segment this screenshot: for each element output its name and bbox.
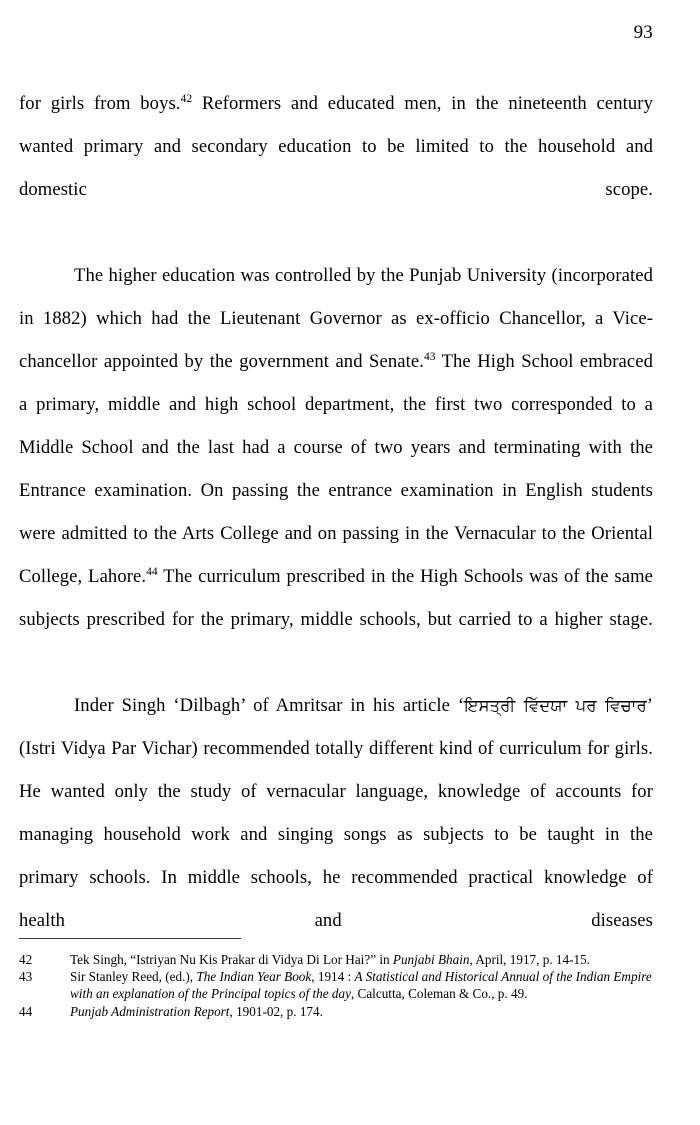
paragraph: [19, 684, 653, 985]
footnote-title-italic: Punjabi Bhain: [392, 952, 470, 967]
gurmukhi-title-text: ਇਸਤ੍ਰੀ ਵਿੱਦਯਾ ਪਰ ਵਿਚਾਰ: [464, 696, 647, 715]
footnote-number[interactable]: 43: [19, 969, 33, 985]
footnote-text-run: , 1901-02, p. 174.: [229, 1003, 323, 1019]
footnote-list: [19, 951, 659, 1020]
body-text-block: [19, 82, 653, 985]
footnote-text-run: , 1914 :: [311, 969, 355, 985]
footnote-title-italic: A Statistical and Historical Annual of the Indian Empire with an explanation of the Principal topics of the day: [70, 969, 652, 1002]
footnote-reference[interactable]: 43: [423, 350, 436, 363]
footnote-entry: [19, 968, 659, 1002]
footnote-entry: [19, 1003, 659, 1020]
footnote-text: [70, 1003, 659, 1020]
footnote-number[interactable]: 44: [19, 1003, 33, 1019]
text-run: The curriculum prescribed in the High Schools was of the same subjects prescribed for the primary, middle schools, but carried to a higher stage.: [19, 566, 653, 630]
footnote-reference[interactable]: 44: [146, 565, 158, 578]
footnote-title-italic: The Indian Year Book: [196, 969, 312, 985]
footnote-text-run: Sir Stanley Reed, (ed.),: [70, 969, 197, 985]
text-run: Reformers and educated men, in the nineteenth century wanted primary and secondary education to be limited to the household and domestic scope.: [19, 93, 653, 200]
text-run: for girls from boys.: [19, 93, 181, 114]
text-run: The High School embraced a primary, middle and high school department, the first two corresponded to a Middle School and the last had a course of two years and terminating with the Entrance examination. On passing the entrance examination in English students were admitted to the Arts College and on passing in the Vernacular to the Oriental College, Lahore.: [19, 351, 653, 587]
paragraph: [19, 82, 653, 254]
footnote-text-run: , Calcutta, Coleman & Co., p. 49.: [350, 986, 528, 1002]
footnote-title-italic: Punjab Administration Report: [70, 1003, 230, 1019]
footnote-text: [70, 968, 659, 1002]
footnote-reference[interactable]: 42: [180, 92, 193, 105]
footnote-entry: [19, 951, 659, 968]
footnote-text: [70, 951, 659, 968]
footnote-number[interactable]: 42: [19, 952, 33, 967]
text-run: Inder Singh ‘Dilbagh’ of Amritsar in his article ‘: [74, 695, 465, 716]
text-run: The higher education was controlled by the Punjab University (incorporated in 1882) which had the Lieutenant Governor as ex-officio Chancellor, a Vice-chancellor appointed by the government and Senate.: [19, 265, 653, 372]
text-run: ’ (Istri Vidya Par Vichar) recommended totally different kind of curriculum for girls. He wanted only the study of vernacular language, knowledge of accounts for managing household work and singing songs as subjects to be taught in the primary schools. In middle schools, he recommended practical knowledge of health and diseases: [19, 695, 654, 931]
paragraph: [19, 254, 653, 684]
footnote-separator-rule: [19, 938, 241, 939]
footnote-text-run: Tek Singh, “Istriyan Nu Kis Prakar di Vidya Di Lor Hai?” in: [70, 952, 393, 967]
footnote-text-run: , April, 1917, p. 14-15.: [469, 952, 590, 967]
page-number: 93: [633, 22, 653, 43]
